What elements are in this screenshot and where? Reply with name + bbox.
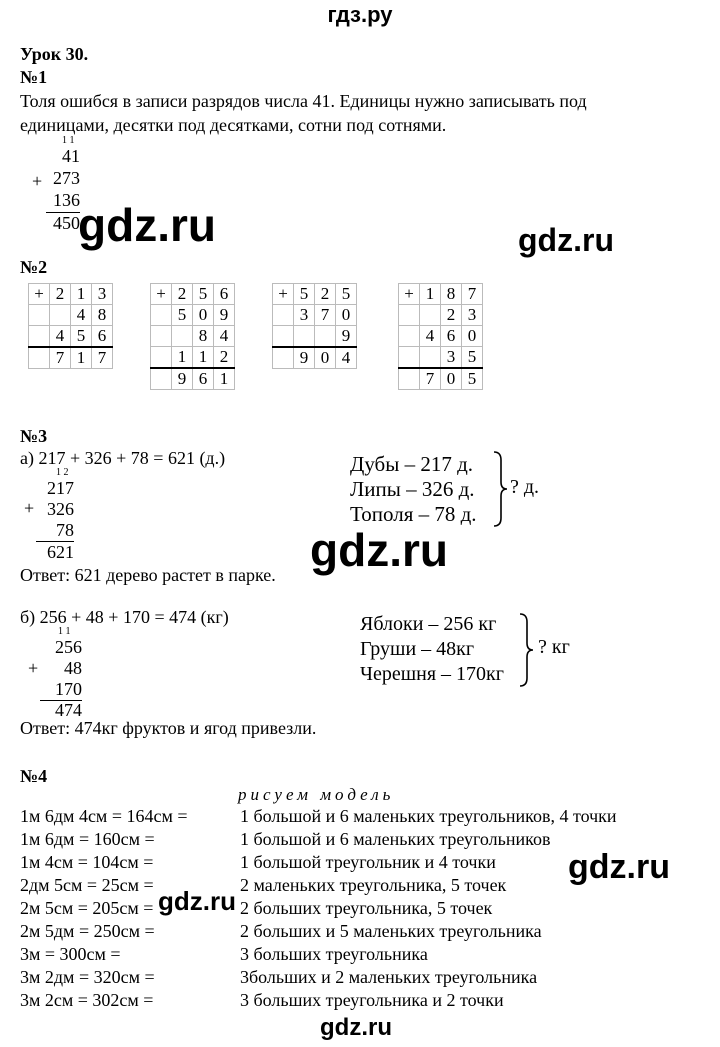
grid-cell: 6 bbox=[92, 326, 113, 348]
grid-cell: 4 bbox=[71, 305, 92, 326]
task3b-question: ? кг bbox=[538, 636, 570, 658]
grid-cell: 1 bbox=[193, 347, 214, 369]
addition-grid-3 bbox=[272, 283, 357, 369]
site-header: гдз.ру bbox=[327, 2, 393, 27]
addition-grid-1 bbox=[28, 283, 113, 369]
grid-cell bbox=[29, 326, 50, 348]
grid-cell: 1 bbox=[71, 347, 92, 369]
task3a-legend-poplars: Тополя – 78 д. bbox=[350, 502, 477, 526]
grid-cell: 7 bbox=[420, 368, 441, 390]
task4-subtitle: рисуем модель bbox=[238, 785, 395, 804]
task3a-addend-1: 217 bbox=[47, 478, 74, 498]
task3a-legend-lindens: Липы – 326 д. bbox=[350, 477, 475, 501]
task4-row-5-model: 2 больших треугольника, 5 точек bbox=[240, 898, 493, 918]
task1-carry: 1 1 bbox=[62, 135, 75, 146]
task4-number: №4 bbox=[20, 766, 48, 786]
task4-row-2-measure: 1м 6дм = 160см = bbox=[20, 829, 155, 849]
grid-cell bbox=[294, 326, 315, 348]
grid-cell: 1 bbox=[214, 368, 235, 390]
grid-cell: 2 bbox=[315, 284, 336, 305]
task4-row-8-measure: 3м 2дм = 320см = bbox=[20, 967, 155, 987]
watermark: gdz.ru bbox=[518, 222, 614, 258]
task3a-carry: 1 2 bbox=[56, 467, 69, 478]
grid-cell bbox=[420, 305, 441, 326]
grid-cell: 5 bbox=[336, 284, 357, 305]
grid-cell: 2 bbox=[214, 347, 235, 369]
grid-cell bbox=[172, 326, 193, 347]
task2-number: №2 bbox=[20, 257, 48, 277]
task4-row-7-measure: 3м = 300см = bbox=[20, 944, 121, 964]
grid-cell bbox=[273, 347, 294, 369]
task4-row-5-measure: 2м 5см = 205см = bbox=[20, 898, 154, 918]
grid-cell: 5 bbox=[193, 284, 214, 305]
grid-cell bbox=[399, 347, 420, 369]
grid-cell: 6 bbox=[214, 284, 235, 305]
grid-cell bbox=[420, 347, 441, 369]
grid-cell: 4 bbox=[50, 326, 71, 348]
addition-grid-4 bbox=[398, 283, 483, 390]
task4-row-1-model: 1 большой и 6 маленьких треугольников, 4 точки bbox=[240, 806, 617, 826]
grid-cell: 0 bbox=[315, 347, 336, 369]
curly-brace-icon bbox=[518, 612, 534, 688]
grid-cell bbox=[151, 305, 172, 326]
task3-number: №3 bbox=[20, 426, 48, 446]
grid-cell: 5 bbox=[71, 326, 92, 348]
task4-row-9-measure: 3м 2см = 302см = bbox=[20, 990, 154, 1010]
grid-cell: 0 bbox=[462, 326, 483, 347]
grid-cell: 7 bbox=[92, 347, 113, 369]
grid-cell: 5 bbox=[172, 305, 193, 326]
watermark: gdz.ru bbox=[78, 199, 216, 251]
grid-cell: 4 bbox=[336, 347, 357, 369]
task3a-answer: Ответ: 621 дерево растет в парке. bbox=[20, 565, 276, 585]
grid-cell: 2 bbox=[441, 305, 462, 326]
grid-cell: 1 bbox=[420, 284, 441, 305]
task3a-result: 621 bbox=[47, 542, 74, 562]
watermark: gdz.ru bbox=[158, 886, 236, 916]
task1-plus-sign: + bbox=[32, 171, 43, 191]
task3b-expression: б) 256 + 48 + 170 = 474 (кг) bbox=[20, 607, 229, 627]
grid-cell: 9 bbox=[214, 305, 235, 326]
grid-cell: 4 bbox=[214, 326, 235, 347]
task4-row-9-model: 3 больших треугольника и 2 точки bbox=[240, 990, 504, 1010]
grid-cell: 8 bbox=[441, 284, 462, 305]
grid-cell: + bbox=[29, 284, 50, 305]
grid-cell: 3 bbox=[294, 305, 315, 326]
grid-cell: 9 bbox=[172, 368, 193, 390]
grid-cell: 5 bbox=[462, 368, 483, 390]
grid-cell: 2 bbox=[50, 284, 71, 305]
task3b-legend-pears: Груши – 48кг bbox=[360, 638, 475, 660]
grid-cell: 5 bbox=[462, 347, 483, 369]
task1-addend-3: 136 bbox=[46, 190, 80, 213]
task4-row-7-model: 3 больших треугольника bbox=[240, 944, 428, 964]
task4-row-6-measure: 2м 5дм = 250см = bbox=[20, 921, 155, 941]
task4-row-8-model: 3больших и 2 маленьких треугольника bbox=[240, 967, 538, 987]
grid-cell bbox=[29, 347, 50, 369]
task3b-legend-cherries: Черешня – 170кг bbox=[360, 663, 504, 685]
task4-row-4-measure: 2дм 5см = 25см = bbox=[20, 875, 154, 895]
grid-cell bbox=[50, 305, 71, 326]
curly-brace-icon bbox=[492, 450, 508, 528]
grid-cell: 2 bbox=[172, 284, 193, 305]
addition-grid-2 bbox=[150, 283, 235, 390]
grid-cell: 9 bbox=[294, 347, 315, 369]
grid-cell: 8 bbox=[193, 326, 214, 347]
grid-cell bbox=[315, 326, 336, 348]
watermark: gdz.ru bbox=[568, 848, 670, 886]
grid-cell: 0 bbox=[193, 305, 214, 326]
grid-cell: + bbox=[151, 284, 172, 305]
grid-cell bbox=[399, 326, 420, 347]
task1-text-line2: единицами, десятки под десятками, сотни под сотнями. bbox=[20, 115, 447, 135]
grid-cell: 7 bbox=[315, 305, 336, 326]
task1-text-line1: Толя ошибся в записи разрядов числа 41. Единицы нужно записывать под bbox=[20, 91, 587, 111]
grid-cell: 6 bbox=[193, 368, 214, 390]
grid-cell: 7 bbox=[50, 347, 71, 369]
grid-cell bbox=[151, 347, 172, 369]
grid-cell: 5 bbox=[294, 284, 315, 305]
task3b-addend-2: 48 bbox=[64, 658, 82, 678]
grid-cell: 9 bbox=[336, 326, 357, 348]
grid-cell: 7 bbox=[462, 284, 483, 305]
task3a-plus-sign: + bbox=[24, 498, 35, 518]
lesson-title: Урок 30. bbox=[20, 44, 89, 64]
grid-cell bbox=[273, 305, 294, 326]
grid-cell bbox=[151, 368, 172, 390]
task3a-legend-oaks: Дубы – 217 д. bbox=[350, 452, 474, 476]
task3b-plus-sign: + bbox=[28, 658, 39, 678]
grid-cell: 3 bbox=[441, 347, 462, 369]
task3b-legend-apples: Яблоки – 256 кг bbox=[360, 613, 497, 635]
task3a-addend-3: 78 bbox=[36, 520, 74, 542]
task3b-addend-1: 256 bbox=[55, 637, 82, 657]
watermark: gdz.ru bbox=[320, 1014, 392, 1041]
task4-row-3-measure: 1м 4см = 104см = bbox=[20, 852, 154, 872]
watermark: gdz.ru bbox=[310, 524, 448, 576]
grid-cell: 3 bbox=[462, 305, 483, 326]
grid-cell: 0 bbox=[336, 305, 357, 326]
grid-cell: 8 bbox=[92, 305, 113, 326]
task3a-expression: а) 217 + 326 + 78 = 621 (д.) bbox=[20, 448, 226, 468]
task1-number: №1 bbox=[20, 67, 48, 87]
task4-row-2-model: 1 большой и 6 маленьких треугольников bbox=[240, 829, 551, 849]
task3a-question: ? д. bbox=[510, 476, 540, 498]
task3b-answer: Ответ: 474кг фруктов и ягод привезли. bbox=[20, 718, 317, 738]
task4-row-6-model: 2 больших и 5 маленьких треугольника bbox=[240, 921, 542, 941]
grid-cell: 3 bbox=[92, 284, 113, 305]
task3b-addend-3: 170 bbox=[40, 679, 82, 701]
task1-addend-1: 41 bbox=[62, 146, 80, 166]
grid-cell bbox=[273, 326, 294, 348]
grid-cell bbox=[29, 305, 50, 326]
grid-cell: 1 bbox=[71, 284, 92, 305]
task3b-result: 474 bbox=[55, 700, 82, 720]
grid-cell bbox=[399, 305, 420, 326]
grid-cell: 0 bbox=[441, 368, 462, 390]
grid-cell: + bbox=[273, 284, 294, 305]
task4-row-4-model: 2 маленьких треугольника, 5 точек bbox=[240, 875, 507, 895]
grid-cell: 1 bbox=[172, 347, 193, 369]
grid-cell: 6 bbox=[441, 326, 462, 347]
task4-row-3-model: 1 большой треугольник и 4 точки bbox=[240, 852, 496, 872]
grid-cell: 4 bbox=[420, 326, 441, 347]
grid-cell bbox=[151, 326, 172, 347]
grid-cell bbox=[399, 368, 420, 390]
task1-result: 450 bbox=[53, 213, 80, 233]
grid-cell: + bbox=[399, 284, 420, 305]
task4-row-1-measure: 1м 6дм 4см = 164см = bbox=[20, 806, 188, 826]
task1-addend-2: 273 bbox=[53, 168, 80, 188]
task3a-addend-2: 326 bbox=[47, 499, 74, 519]
task3b-carry: 1 1 bbox=[58, 626, 71, 637]
